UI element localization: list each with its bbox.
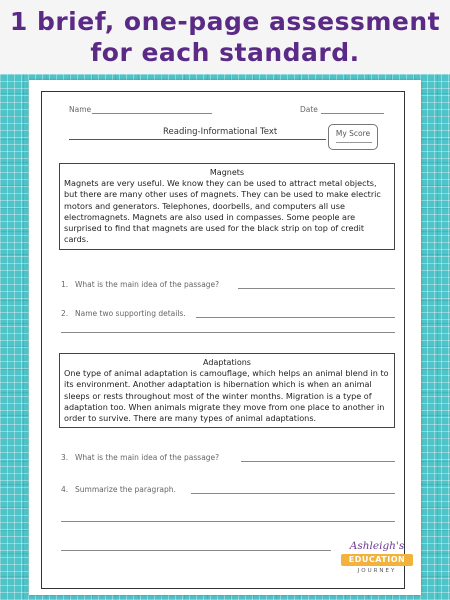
banner xyxy=(0,0,450,74)
brand-logo xyxy=(339,540,415,592)
banner-line-2: for each standard. xyxy=(90,38,360,67)
passage-magnets-text: Magnets are very useful. We know they can be used to attract metal objects, but there are many other uses of magnets. They can be used to make electric motors and generators. Telephones, doorbells, and computers all use electromagnets. Magnets are also used in compasses. Some people are surprised to find that magnets are used for the black strip on top of credit cards. xyxy=(64,178,381,245)
logo-sub-text: JOURNEY xyxy=(357,568,397,574)
answer-line-4a[interactable] xyxy=(191,493,395,494)
logo-script-text: Ashleigh's xyxy=(349,540,405,552)
question-4-number: 4. xyxy=(61,485,69,494)
question-3-number: 3. xyxy=(61,453,69,462)
name-line xyxy=(92,113,212,114)
question-1-text: What is the main idea of the passage? xyxy=(75,280,220,289)
passage-magnets-title: Magnets xyxy=(209,168,245,177)
answer-line-4b[interactable] xyxy=(61,521,395,522)
name-label: Name xyxy=(69,105,92,114)
question-3-text: What is the main idea of the passage? xyxy=(75,453,220,462)
logo-band-text: EDUCATION xyxy=(348,555,406,564)
question-2-text: Name two supporting details. xyxy=(75,309,186,318)
score-line xyxy=(336,142,372,143)
answer-line-2a[interactable] xyxy=(196,317,395,318)
worksheet-page xyxy=(29,80,421,595)
answer-line-2b[interactable] xyxy=(61,332,395,333)
question-2-number: 2. xyxy=(61,309,69,318)
answer-line-4c[interactable] xyxy=(61,550,331,551)
subtitle-underline xyxy=(69,139,326,140)
score-box xyxy=(328,124,378,150)
passage-magnets xyxy=(59,163,395,250)
passage-adaptations-title: Adaptations xyxy=(203,358,251,367)
answer-line-1[interactable] xyxy=(238,288,395,289)
passage-adaptations xyxy=(59,353,395,428)
worksheet-subtitle: Reading-Informational Text xyxy=(163,127,278,137)
banner-line-1: 1 brief, one-page assessment xyxy=(9,7,441,36)
question-1-number: 1. xyxy=(61,280,69,289)
answer-line-3[interactable] xyxy=(241,461,395,462)
score-label: My Score xyxy=(335,129,371,138)
question-4-text: Summarize the paragraph. xyxy=(75,485,176,494)
date-line xyxy=(321,113,384,114)
passage-adaptations-text: One type of animal adaptation is camouflage, which helps an animal blend in to its environment. Another adaptation is hibernation which is when an animal sleeps or rests throughout most of the winter months. Migration is a type of adaptation too. When animals migrate they move from one place to another in order to survive. There are many types of animal adaptations. xyxy=(64,368,389,424)
date-label: Date xyxy=(300,105,318,114)
